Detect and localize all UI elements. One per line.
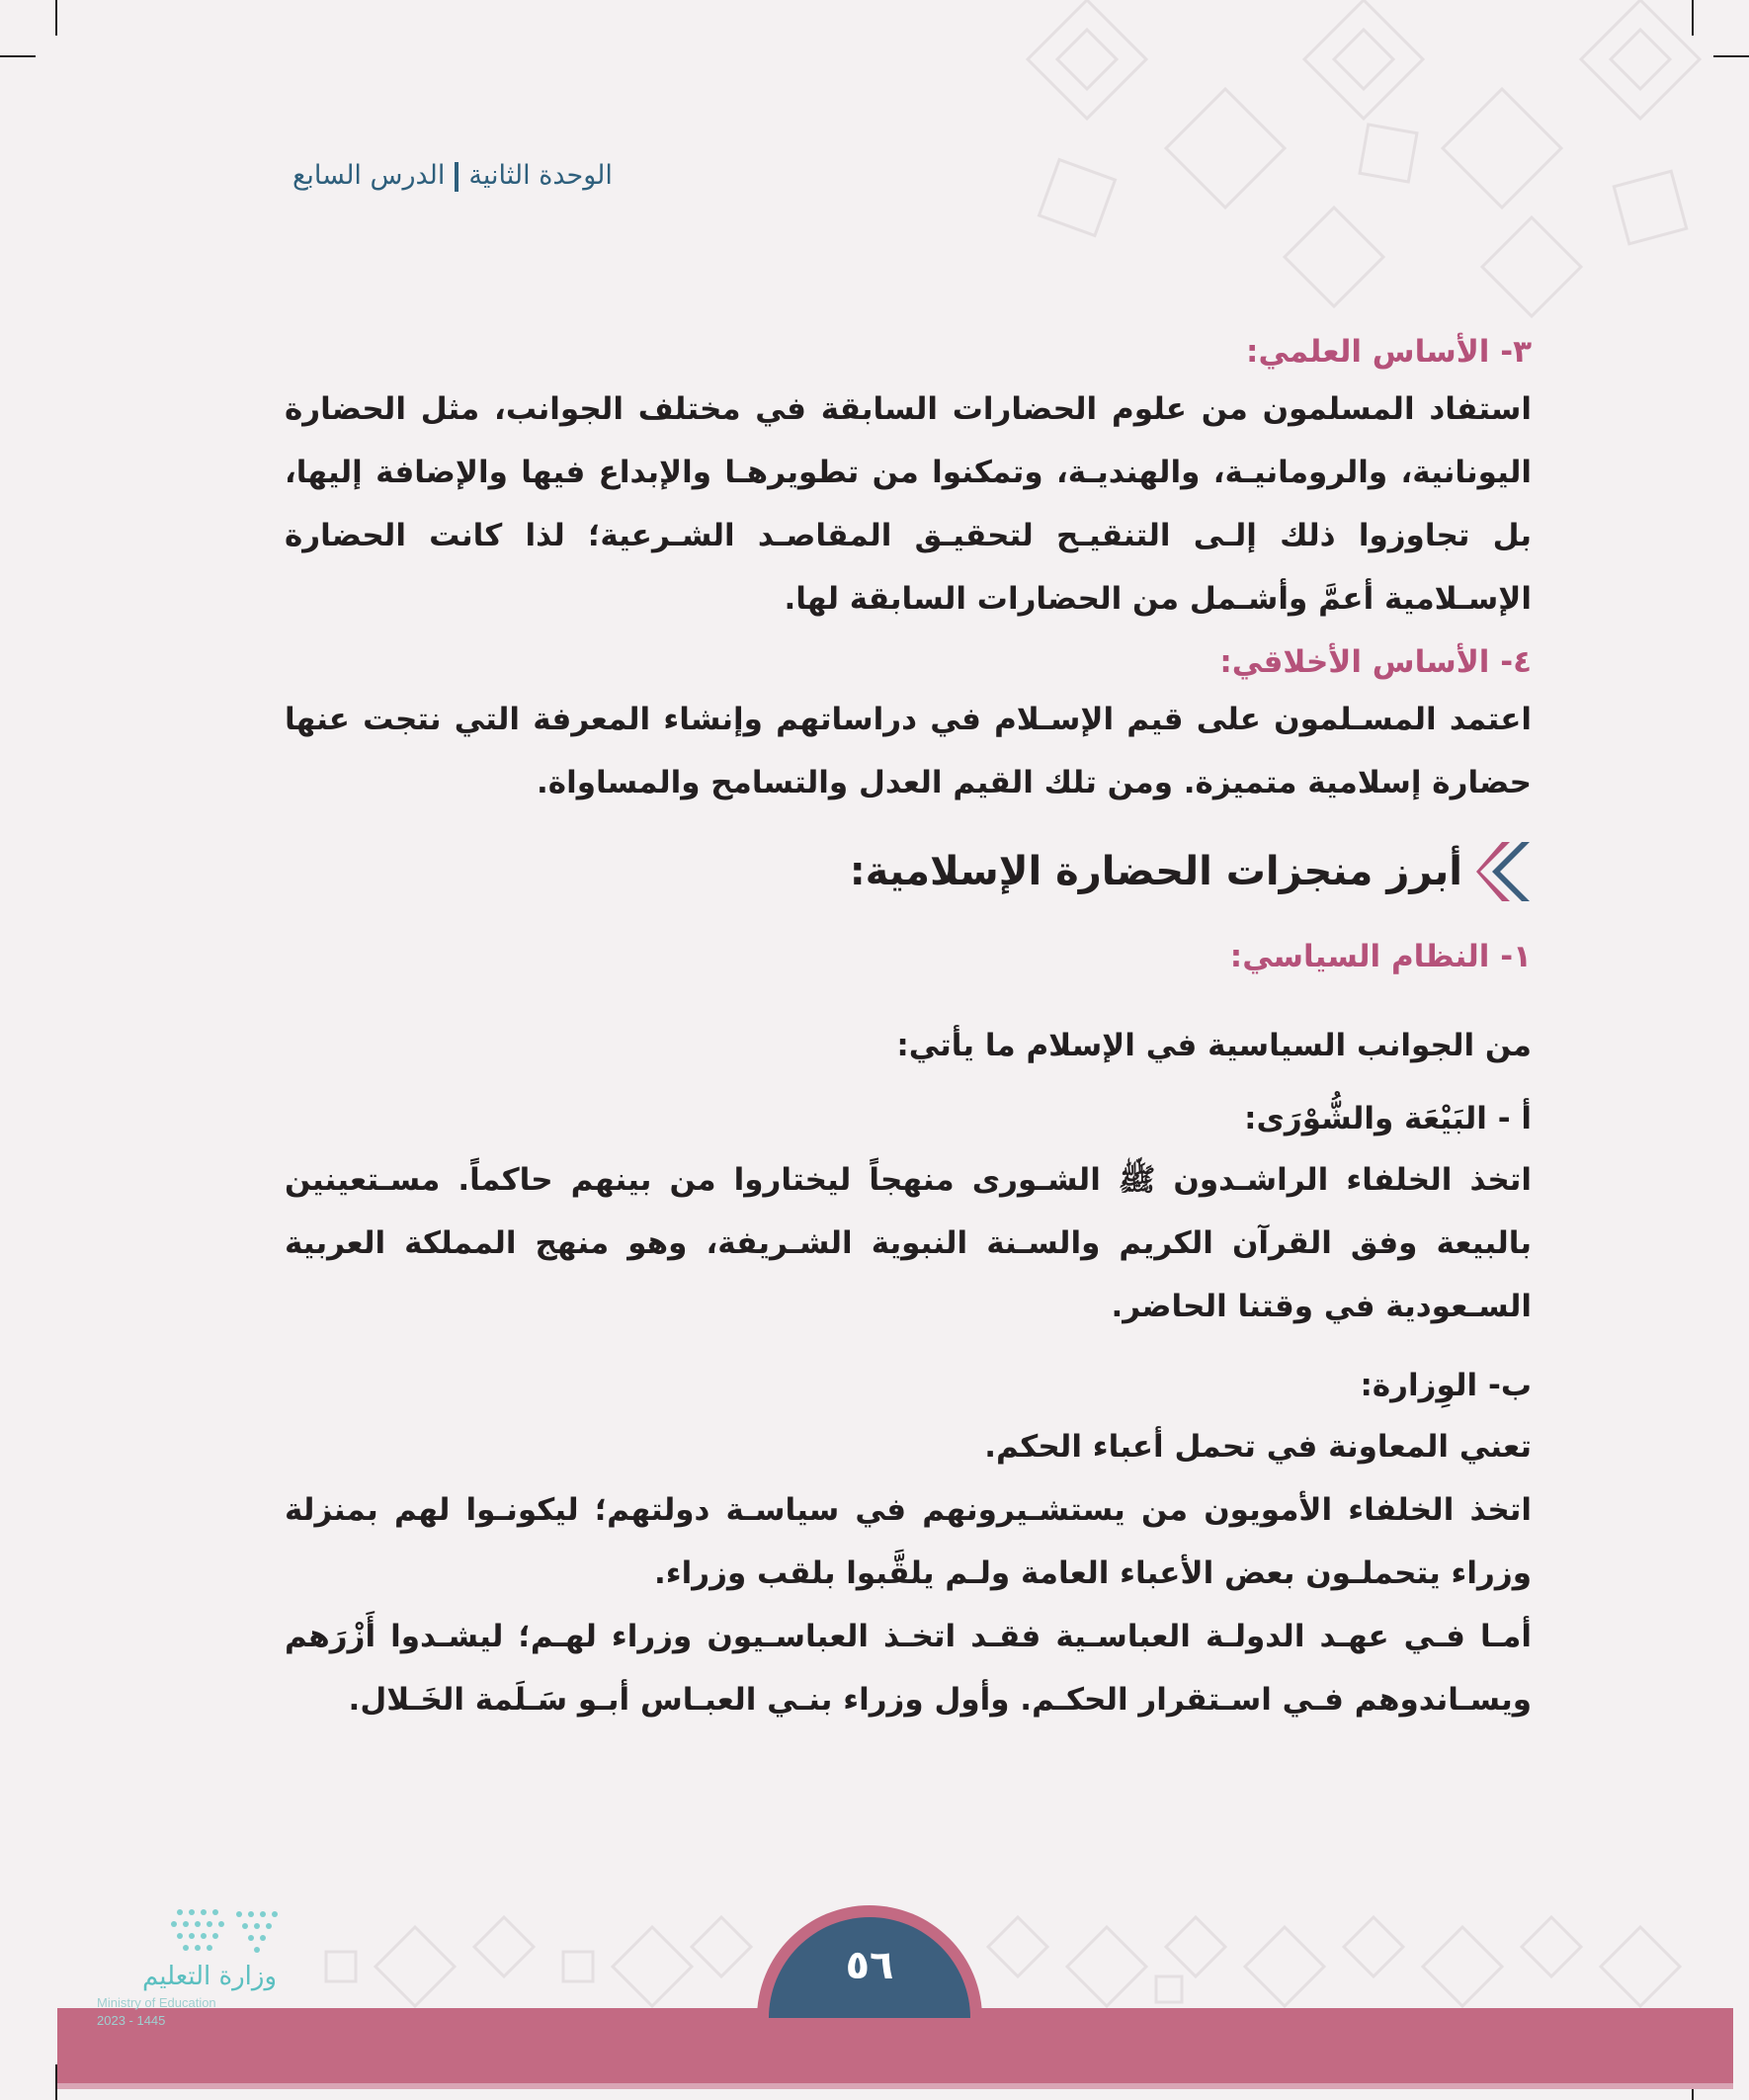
baya-shura-text: اتخذ الخلفاء الراشـدون ﷺ الشـورى منهجاً ليختاروا من بينهم حاكماً. مسـتعينين بالبيعة وفق القرآن الكريم والسـنة النبوية الشـريفة، وهو منهج المملكة العربية السـعودية في وقتنا الحاضر. <box>285 1162 1532 1324</box>
lesson-label: الدرس السابع <box>292 160 446 191</box>
section-4-title: ٤- الأساس الأخلاقي: <box>1219 644 1532 680</box>
main-content <box>285 326 1532 1731</box>
baya-shura-title: أ - البَيْعَة والشُّوْرَى: <box>1244 1101 1532 1136</box>
crop-mark <box>1692 0 1694 36</box>
political-system-title: ١- النظام السياسي: <box>1229 939 1532 974</box>
crop-mark <box>0 55 36 57</box>
section-3-title: ٣- الأساس العلمي: <box>1246 334 1532 370</box>
wizara-definition: تعني المعاونة في تحمل أعباء الحكم. <box>984 1429 1532 1465</box>
crop-mark <box>55 0 57 36</box>
running-header <box>292 160 613 192</box>
footer-strip <box>57 2083 1733 2089</box>
page-number: ٥٦ <box>845 1943 894 1988</box>
crop-mark <box>1713 55 1749 57</box>
achievements-heading <box>285 832 1532 911</box>
ministry-logo <box>91 1902 328 2060</box>
page-number-badge <box>751 1899 988 2018</box>
decorative-pattern-top <box>1028 0 1700 316</box>
political-aspects-intro: من الجوانب السياسية في الإسلام ما يأتي: <box>896 1028 1532 1063</box>
decorative-pattern-bottom <box>326 1917 1680 2006</box>
ministry-name: وزارة التعليم <box>141 1962 278 1991</box>
unit-label: الوحدة الثانية <box>468 160 613 191</box>
double-chevron-icon <box>1476 840 1532 903</box>
ministry-logo-dots <box>91 1902 328 1962</box>
ministry-name-en: Ministry of Education <box>97 1995 216 2010</box>
achievements-title: أبرز منجزات الحضارة الإسلامية: <box>849 849 1462 894</box>
ministry-year: 2023 - 1445 <box>97 2013 166 2028</box>
section-4-text: اعتمد المسـلمون على قيم الإسـلام في دراساتهم وإنشاء المعرفة التي نتجت عنها حضارة إسلامية متميزة. ومن تلك القيم العدل والتسامح والمساواة. <box>285 702 1532 800</box>
header-separator <box>455 162 458 192</box>
wizara-umayyad-text: اتخذ الخلفاء الأمويون من يستشـيرونهم في سياسـة دولتهم؛ ليكونـوا لهم بمنزلة وزراء يتحملـون بعض الأعباء العامة ولـم يلقَّبوا بلقب وزراء. <box>285 1492 1532 1591</box>
section-3-text: استفاد المسلمون من علوم الحضارات السابقة في مختلف الجوانب، مثل الحضارة اليونانية، والرومانيـة، والهنديـة، وتمكنوا من تطويرهـا والإبداع فيها والإضافة إليها، بل تجاوزوا ذلك إلـى التنقيـح لتحقيـق المقاصـد الشـرعية؛ لذا كانت الحضارة الإسـلامية أعمَّ وأشـمل من الحضارات السابقة لها. <box>285 391 1532 617</box>
wizara-title: ب- الوِزارة: <box>1360 1368 1532 1403</box>
wizara-abbasid-text: أمـا فـي عهـد الدولـة العباسـية فقـد اتخـذ العباسـيون وزراء لهـم؛ ليشـدوا أَزْرَهم ويسـاندوهم فـي اسـتقرار الحكـم. وأول وزراء بنـي العبـاس أبـو سَـلَمة الخَـلال. <box>285 1619 1532 1718</box>
